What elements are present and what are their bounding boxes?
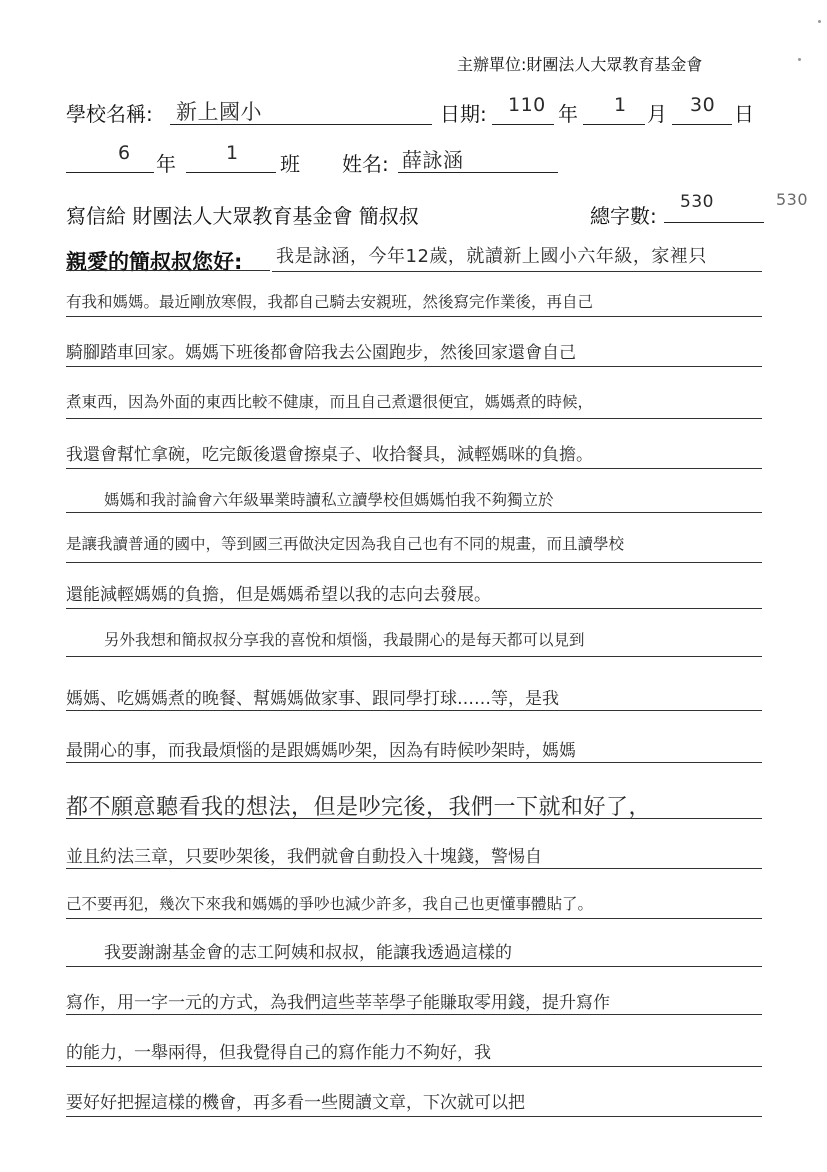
letter-rule-12 xyxy=(66,818,762,819)
letter-rule-16 xyxy=(66,1014,762,1015)
letter-rule-17 xyxy=(66,1066,762,1067)
year-unit: 年 xyxy=(558,102,578,126)
date-month-underline xyxy=(583,124,645,125)
letter-line-12: 都不願意聽看我的想法，但是吵完後，我們一下就和好了， xyxy=(66,795,652,820)
date-year-underline xyxy=(492,124,554,125)
letter-rule-7 xyxy=(66,562,762,563)
class-value: 1 xyxy=(226,142,239,164)
letter-line-1: 我是詠涵，今年12歲，就讀新上國小六年級，家裡只 xyxy=(276,246,707,267)
grade-unit: 年 xyxy=(156,152,176,176)
letter-rule-4 xyxy=(66,418,762,419)
grade-value: 6 xyxy=(118,142,131,164)
word-count-underline xyxy=(664,222,764,223)
letter-rule-2 xyxy=(66,316,762,317)
greeting: 親愛的簡叔叔您好: xyxy=(66,250,243,274)
scan-speck xyxy=(798,58,801,61)
letter-rule-18 xyxy=(66,1116,762,1117)
greeting-underline xyxy=(66,270,270,271)
margin-word-count-note: 530 xyxy=(776,190,809,209)
scan-speck xyxy=(818,20,821,23)
letter-rule-10 xyxy=(66,710,762,711)
class-underline xyxy=(186,172,276,173)
month-unit: 月 xyxy=(647,102,667,126)
letter-line-6: 媽媽和我討論會六年級畢業時讀私立讀學校但媽媽怕我不夠獨立於 xyxy=(104,491,554,509)
word-count-value: 530 xyxy=(680,192,714,212)
letter-line-4: 煮東西，因為外面的東西比較不健康，而且自己煮還很便宜，媽媽煮的時候， xyxy=(66,393,594,411)
letter-rule-11 xyxy=(66,762,762,763)
letter-line-15: 我要謝謝基金會的志工阿姨和叔叔，能讓我透過這樣的 xyxy=(104,943,512,963)
organizer-label xyxy=(457,52,702,75)
letter-rule-14 xyxy=(66,918,762,919)
letter-line-8: 還能減輕媽媽的負擔，但是媽媽希望以我的志向去發展。 xyxy=(66,585,491,605)
letter-rule-5 xyxy=(66,468,762,469)
letter-line-10: 媽媽、吃媽媽煮的晚餐、幫媽媽做家事、跟同學打球……等，是我 xyxy=(66,689,559,709)
grade-underline xyxy=(66,172,154,173)
letter-line-11: 最開心的事，而我最煩惱的是跟媽媽吵架，因為有時候吵架時，媽媽 xyxy=(66,741,576,761)
date-label: 日期: xyxy=(440,102,487,126)
letter-line-7: 是讓我讀普通的國中，等到國三再做決定因為我自己也有不同的規畫，而且讀學校 xyxy=(66,535,625,553)
letter-line-5: 我還會幫忙拿碗，吃完飯後還會擦桌子、收拾餐具，減輕媽咪的負擔。 xyxy=(66,445,593,465)
letter-rule-15 xyxy=(66,966,762,967)
letter-line-17: 的能力，一舉兩得，但我覺得自己的寫作能力不夠好，我 xyxy=(66,1043,491,1063)
date-year: 110 xyxy=(508,94,546,116)
name-underline xyxy=(398,172,558,173)
organizer-label-text: 主辦單位: xyxy=(457,55,527,74)
organizer-name: 財團法人大眾教育基金會 xyxy=(526,55,703,74)
letter-rule-1 xyxy=(272,271,762,272)
day-unit: 日 xyxy=(734,102,754,126)
word-count-label: 總字數: xyxy=(590,204,657,228)
letter-line-9: 另外我想和簡叔叔分享我的喜悅和煩惱，我最開心的是每天都可以見到 xyxy=(104,631,585,649)
letter-line-3: 騎腳踏車回家。媽媽下班後都會陪我去公園跑步，然後回家還會自己 xyxy=(66,343,576,363)
school-underline xyxy=(170,124,432,125)
school-label: 學校名稱: xyxy=(66,102,153,126)
date-month: 1 xyxy=(614,94,627,116)
letter-rule-8 xyxy=(66,608,762,609)
class-unit: 班 xyxy=(280,152,300,176)
letter-rule-3 xyxy=(66,366,762,367)
letter-line-14: 己不要再犯，幾次下來我和媽媽的爭吵也減少許多，我自己也更懂事體貼了。 xyxy=(66,895,594,913)
letter-line-13: 並且約法三章，只要吵架後，我們就會自動投入十塊錢，警惕自 xyxy=(66,847,542,867)
letter-line-18: 要好好把握這樣的機會，再多看一些閱讀文章，下次就可以把 xyxy=(66,1093,525,1113)
letter-rule-13 xyxy=(66,868,762,869)
date-day: 30 xyxy=(690,94,716,116)
letter-to-line: 寫信給 財團法人大眾教育基金會 簡叔叔 xyxy=(66,204,419,228)
letter-line-16: 寫作，用一字一元的方式，為我們這些莘莘學子能賺取零用錢，提升寫作 xyxy=(66,993,610,1013)
name-label: 姓名: xyxy=(342,152,389,176)
letter-line-2: 有我和媽媽。最近剛放寒假，我都自己騎去安親班，然後寫完作業後，再自己 xyxy=(66,293,594,311)
name-value: 薛詠涵 xyxy=(402,148,464,172)
letter-rule-9 xyxy=(66,656,762,657)
school-value: 新上國小 xyxy=(176,100,262,124)
date-day-underline xyxy=(672,124,732,125)
letter-rule-6 xyxy=(66,512,762,513)
